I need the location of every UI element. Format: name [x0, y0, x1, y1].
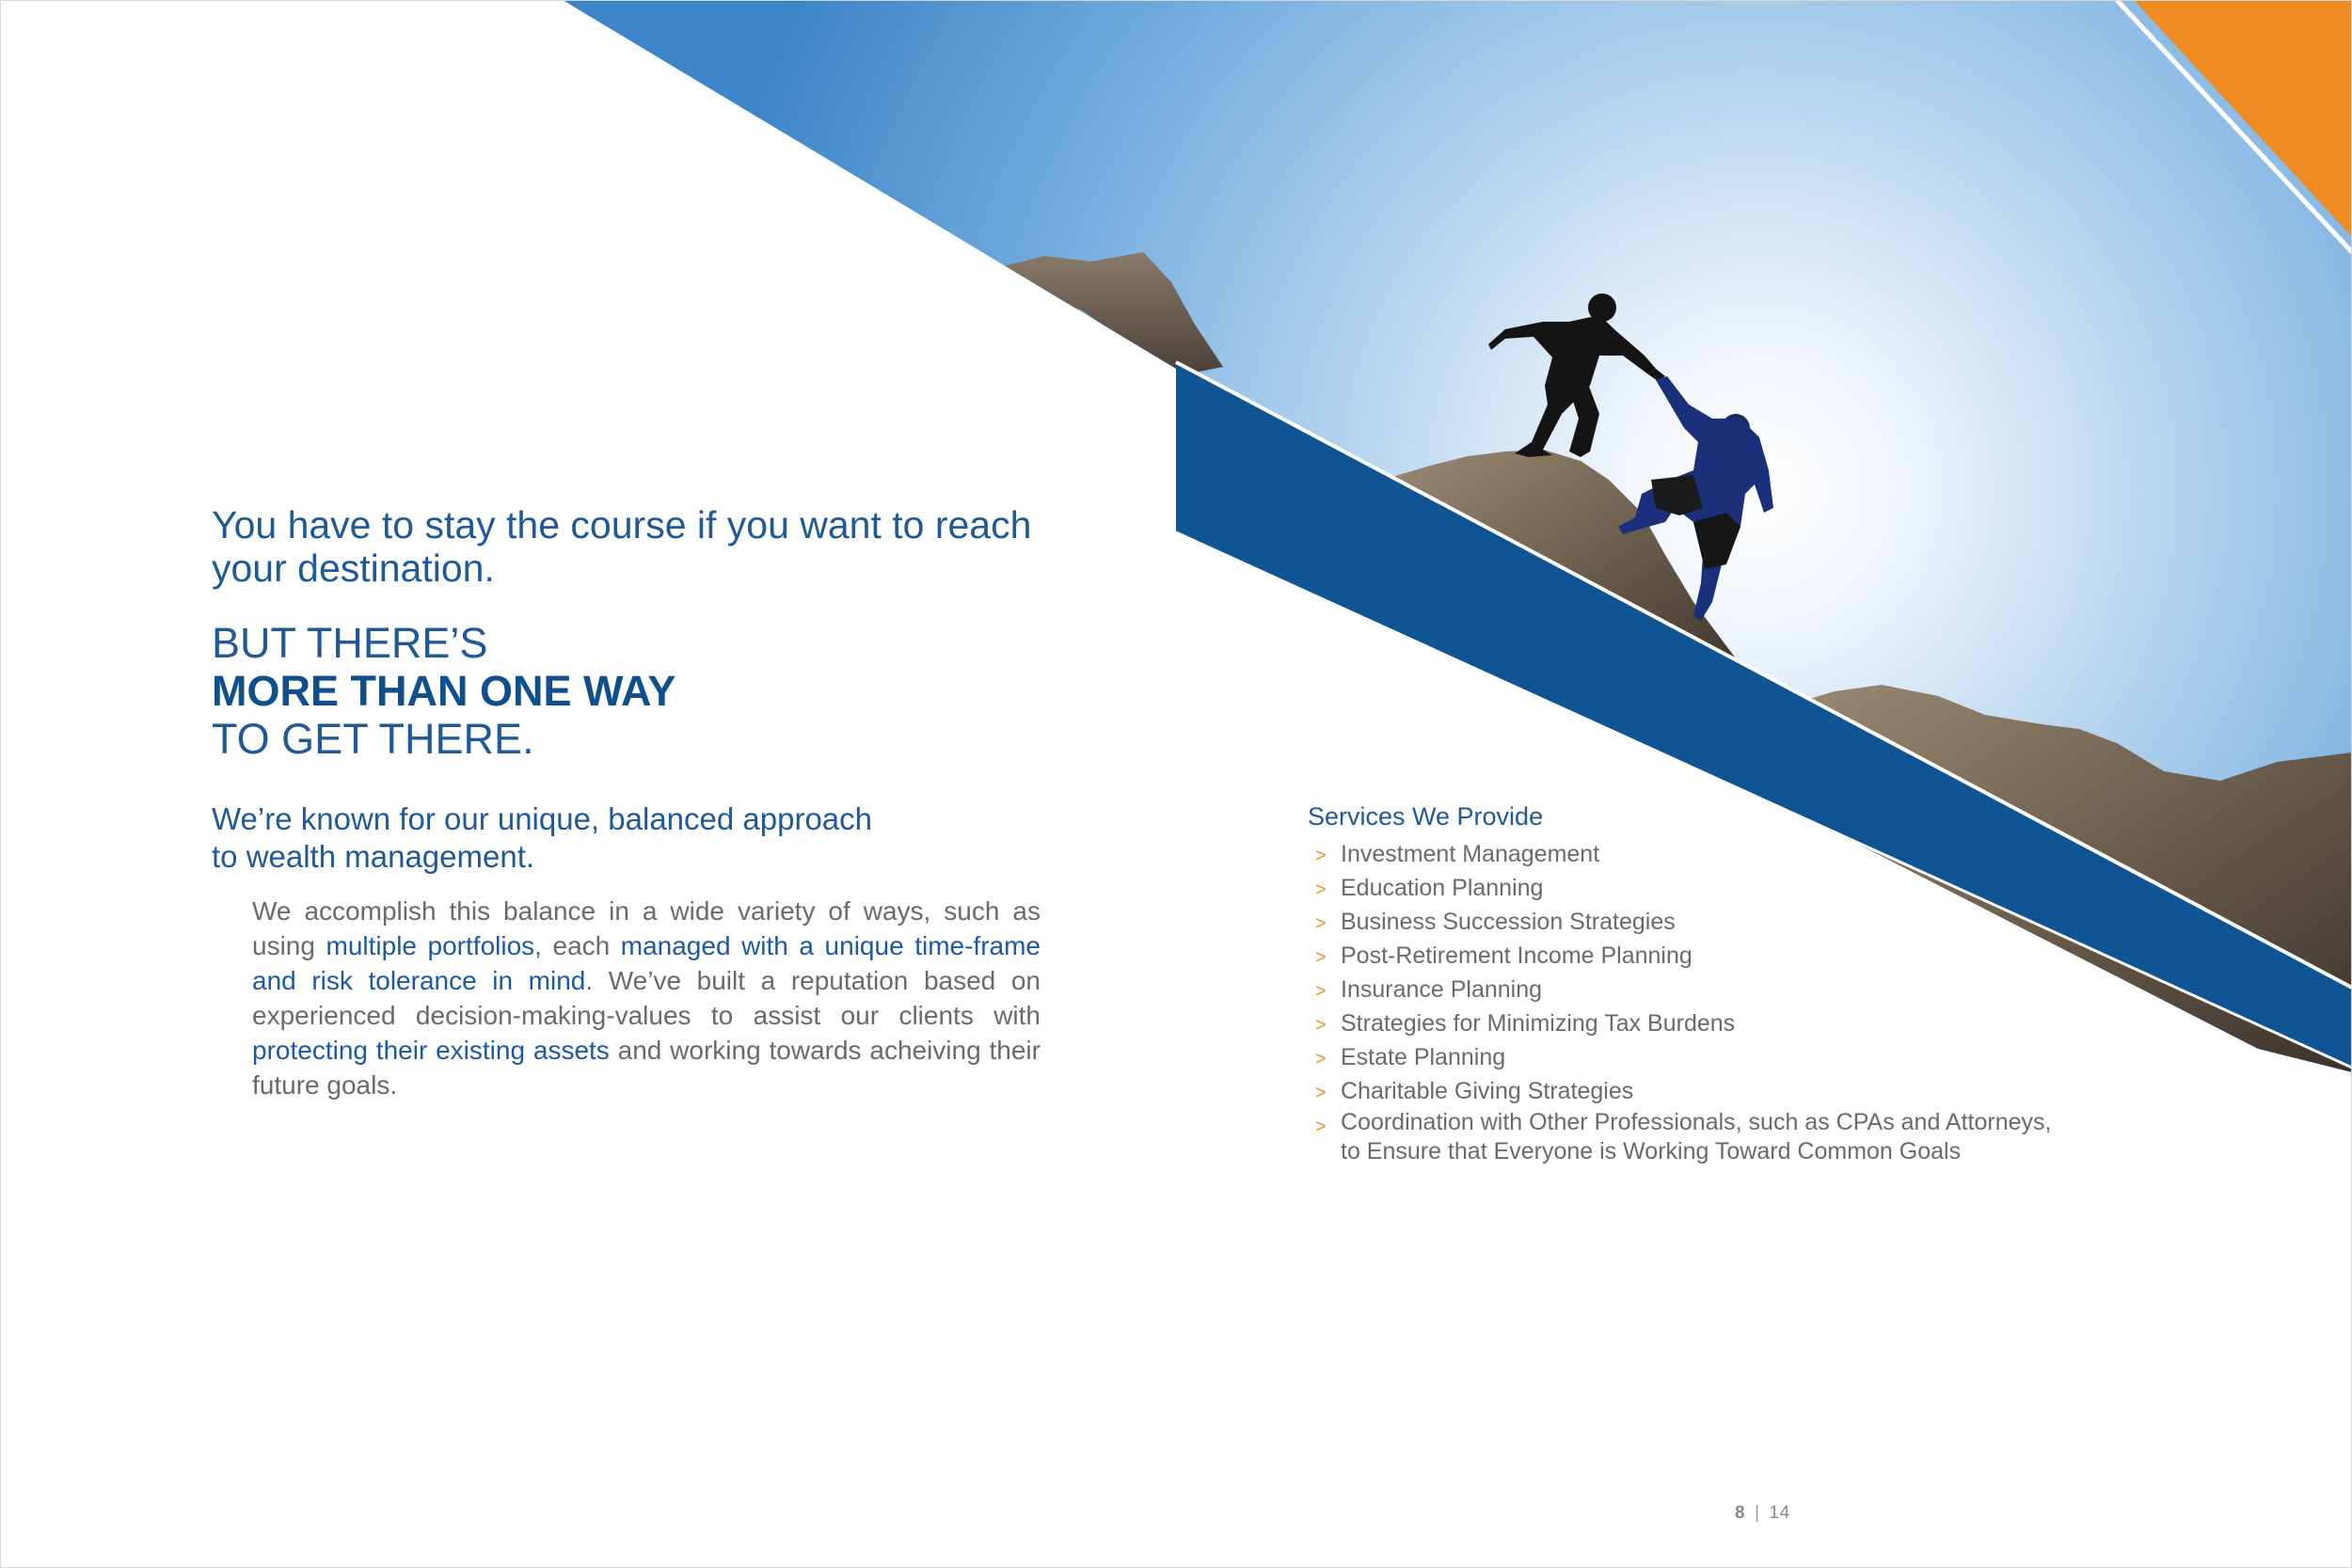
- list-item: > Estate Planning: [1308, 1040, 2051, 1074]
- chevron-right-icon: >: [1315, 1117, 1327, 1137]
- chevron-right-icon: >: [1315, 1015, 1327, 1036]
- list-item: > Investment Management: [1308, 837, 2051, 871]
- list-item: > Post-Retirement Income Planning: [1308, 939, 2051, 973]
- list-item: > Charitable Giving Strategies: [1308, 1074, 2051, 1108]
- headline-line2: MORE THAN ONE WAY: [212, 667, 676, 715]
- approach-paragraph: [252, 894, 1041, 1102]
- total-pages: 14: [1769, 1503, 1790, 1523]
- intro-text: You have to stay the course if you want to reach your destination.: [212, 503, 1032, 590]
- headline-line3: TO GET THERE.: [212, 715, 534, 763]
- list-item: [1308, 1108, 2051, 1166]
- chevron-right-icon: >: [1315, 879, 1327, 900]
- body-text-1: We accomplish this balance in a wide variety of ways, such as using: [252, 896, 1041, 960]
- highlight-managed-time-frame: managed with a unique time-frame and risk tolerance in mind: [252, 931, 1041, 995]
- chevron-right-icon: >: [1315, 1083, 1327, 1103]
- known-line2: to wealth management.: [212, 839, 535, 874]
- services-heading: Services We Provide: [1308, 802, 1544, 831]
- chevron-right-icon: >: [1315, 846, 1327, 866]
- highlight-protecting-assets: protecting their existing assets: [252, 1036, 610, 1065]
- headline-line1: BUT THERE’S: [212, 619, 488, 667]
- page-number: [1735, 1503, 1790, 1524]
- chevron-right-icon: >: [1315, 981, 1327, 1002]
- body-text-3: . We’ve built a reputation based on experienced decision-making-values to assist our clients with: [252, 966, 1041, 1030]
- chevron-right-icon: >: [1315, 947, 1327, 968]
- highlight-multiple-portfolios: multiple portfolios: [326, 931, 535, 960]
- known-line1: We’re known for our unique, balanced approach: [212, 801, 873, 836]
- headline: [212, 619, 675, 763]
- list-item: > Business Succession Strategies: [1308, 905, 2051, 939]
- current-page: 8: [1735, 1503, 1746, 1523]
- coordination-line1: Coordination with Other Professionals, such as CPAs and Attorneys,: [1341, 1109, 2052, 1135]
- body-text-4: and working towards acheiving their future goals.: [252, 1036, 1041, 1100]
- coordination-line2: to Ensure that Everyone is Working Toward Common Goals: [1341, 1138, 1962, 1164]
- chevron-right-icon: >: [1315, 1049, 1327, 1069]
- body-text-2: , each: [534, 931, 621, 960]
- list-item: > Strategies for Minimizing Tax Burdens: [1308, 1006, 2051, 1040]
- chevron-right-icon: >: [1315, 913, 1327, 934]
- list-item: > Education Planning: [1308, 871, 2051, 905]
- services-list: [1308, 837, 2051, 1166]
- list-item: > Insurance Planning: [1308, 973, 2051, 1006]
- known-for-subheading: [212, 800, 1058, 876]
- page-separator: |: [1755, 1503, 1760, 1523]
